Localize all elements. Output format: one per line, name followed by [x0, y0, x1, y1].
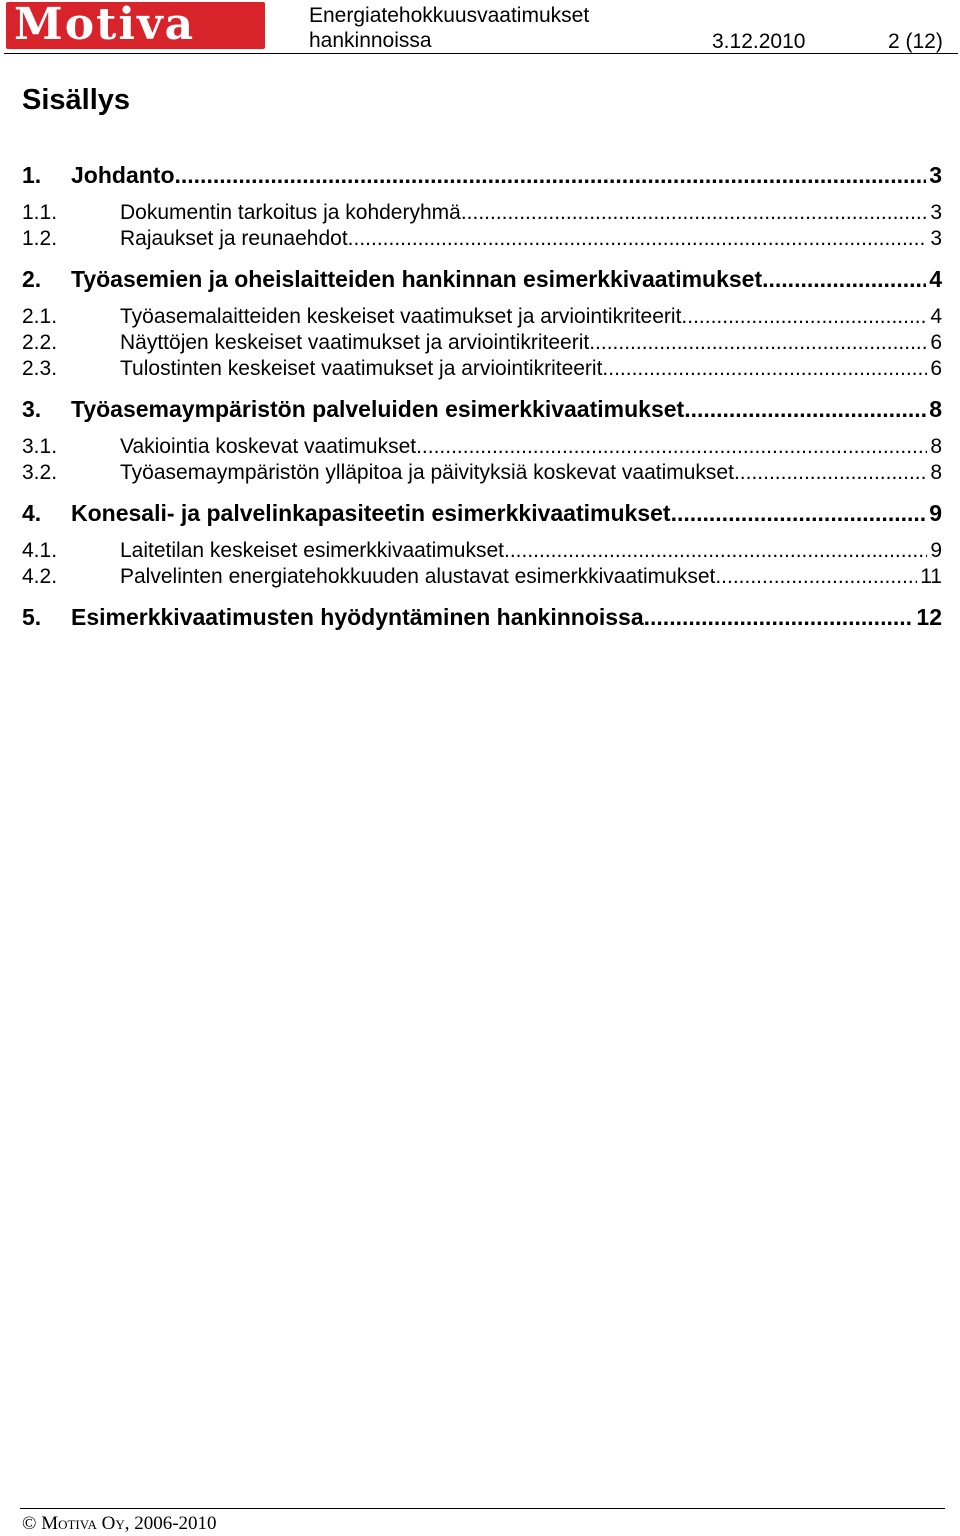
toc-dot-leader	[684, 394, 926, 424]
toc-entry-title: Rajaukset ja reunaehdot	[120, 227, 348, 250]
toc-dot-leader	[762, 264, 926, 294]
document-title	[309, 3, 589, 53]
toc-entry-page: 9	[930, 539, 942, 562]
header-divider	[4, 53, 958, 54]
toc-entry-title: Dokumentin tarkoitus ja kohderyhmä	[120, 201, 461, 224]
toc-entry-number: 1.2.	[22, 227, 58, 250]
toc-entry-page: 4	[930, 305, 942, 328]
motiva-logo	[6, 2, 265, 49]
toc-dot-leader	[644, 602, 914, 632]
toc-section-entry[interactable]	[22, 434, 942, 460]
toc-section-entry[interactable]	[22, 226, 942, 252]
copyright-symbol: ©	[22, 1513, 37, 1534]
toc-entry-number: 1.1.	[22, 201, 58, 224]
toc-dot-leader	[416, 434, 927, 460]
toc-entry-number: 1.	[22, 162, 42, 188]
toc-dot-leader	[461, 200, 927, 226]
toc-entry-page: 3	[930, 227, 942, 250]
toc-entry-page: 4	[929, 266, 942, 292]
footer-copyright	[22, 1512, 217, 1536]
toc-entry-title: Työasemien ja oheislaitteiden hankinnan esimerkkivaatimukset	[71, 266, 763, 292]
toc-entry-title: Näyttöjen keskeiset vaatimukset ja arviointikriteerit	[120, 331, 590, 354]
toc-entry-page: 9	[929, 500, 942, 526]
toc-section-entry[interactable]	[22, 538, 942, 564]
toc-dot-leader	[602, 356, 927, 382]
toc-entry-page: 12	[916, 604, 942, 630]
company-name	[41, 1513, 125, 1534]
toc-dot-leader	[348, 226, 928, 252]
toc-entry-title: Laitetilan keskeiset esimerkkivaatimukset	[120, 539, 504, 562]
toc-section-entry[interactable]	[22, 460, 942, 486]
toc-dot-leader	[175, 160, 927, 190]
logo-wordmark: Motiva	[14, 2, 196, 49]
toc-chapter-entry[interactable]	[22, 394, 942, 424]
company-rest-y: y	[115, 1513, 125, 1534]
toc-section-entry[interactable]	[22, 330, 942, 356]
toc-entry-page: 11	[920, 565, 942, 588]
document-date: 3.12.2010	[712, 30, 806, 53]
document-title-line1: Energiatehokkuusvaatimukset	[309, 4, 590, 27]
toc-entry-number: 4.2.	[22, 565, 58, 588]
toc-entry-page: 8	[930, 435, 942, 458]
toc-entry-number: 5.	[22, 604, 42, 630]
toc-dot-leader	[671, 498, 927, 528]
toc-chapter-entry[interactable]	[22, 498, 942, 528]
toc-entry-title: Konesali- ja palvelinkapasiteetin esimerkkivaatimukset	[71, 500, 671, 526]
toc-entry-page: 6	[930, 331, 942, 354]
copyright-years: , 2006-2010	[124, 1513, 217, 1534]
company-initial-o: O	[101, 1513, 116, 1534]
toc-entry-page: 3	[929, 162, 942, 188]
toc-entry-title: Työasemaympäristön ylläpitoa ja päivityksiä koskevat vaatimukset	[120, 461, 734, 484]
toc-entry-title: Tulostinten keskeiset vaatimukset ja arviointikriteerit	[120, 357, 603, 380]
toc-dot-leader	[681, 304, 927, 330]
toc-entry-number: 4.1.	[22, 539, 58, 562]
toc-dot-leader	[504, 538, 927, 564]
toc-entry-title: Työasemaympäristön palveluiden esimerkkivaatimukset	[71, 396, 685, 422]
toc-entry-number: 2.	[22, 266, 42, 292]
toc-entry-title: Esimerkkivaatimusten hyödyntäminen hankinnoissa	[71, 604, 644, 630]
toc-entry-number: 3.	[22, 396, 42, 422]
toc-entry-page: 6	[930, 357, 942, 380]
toc-entry-number: 2.3.	[22, 357, 58, 380]
toc-entry-number: 2.1.	[22, 305, 58, 328]
toc-section-entry[interactable]	[22, 564, 942, 590]
toc-chapter-entry[interactable]	[22, 160, 942, 190]
toc-entry-number: 3.1.	[22, 435, 58, 458]
toc-entry-title: Työasemalaitteiden keskeiset vaatimukset ja arviointikriteerit	[120, 305, 682, 328]
toc-entry-page: 8	[930, 461, 942, 484]
toc-entry-title: Palvelinten energiatehokkuuden alustavat esimerkkivaatimukset	[120, 565, 716, 588]
toc-entry-page: 8	[929, 396, 942, 422]
toc-entry-number: 3.2.	[22, 461, 58, 484]
company-rest-otiva: otiva	[58, 1513, 97, 1534]
toc-chapter-entry[interactable]	[22, 602, 942, 632]
toc-section-entry[interactable]	[22, 356, 942, 382]
toc-dot-leader	[715, 564, 917, 590]
page-number: 2 (12)	[888, 30, 943, 53]
toc-entry-title: Vakiointia koskevat vaatimukset	[120, 435, 417, 458]
company-initial-m: M	[41, 1513, 59, 1534]
toc-heading: Sisällys	[22, 84, 131, 116]
document-title-line2: hankinnoissa	[309, 29, 432, 52]
toc-entry-page: 3	[930, 201, 942, 224]
toc-entry-number: 2.2.	[22, 331, 58, 354]
toc-entry-number: 4.	[22, 500, 42, 526]
toc-section-entry[interactable]	[22, 304, 942, 330]
toc-dot-leader	[734, 460, 927, 486]
toc-section-entry[interactable]	[22, 200, 942, 226]
toc-dot-leader	[589, 330, 927, 356]
toc-entry-title: Johdanto	[71, 162, 175, 188]
toc-chapter-entry[interactable]	[22, 264, 942, 294]
footer-divider	[20, 1508, 945, 1509]
